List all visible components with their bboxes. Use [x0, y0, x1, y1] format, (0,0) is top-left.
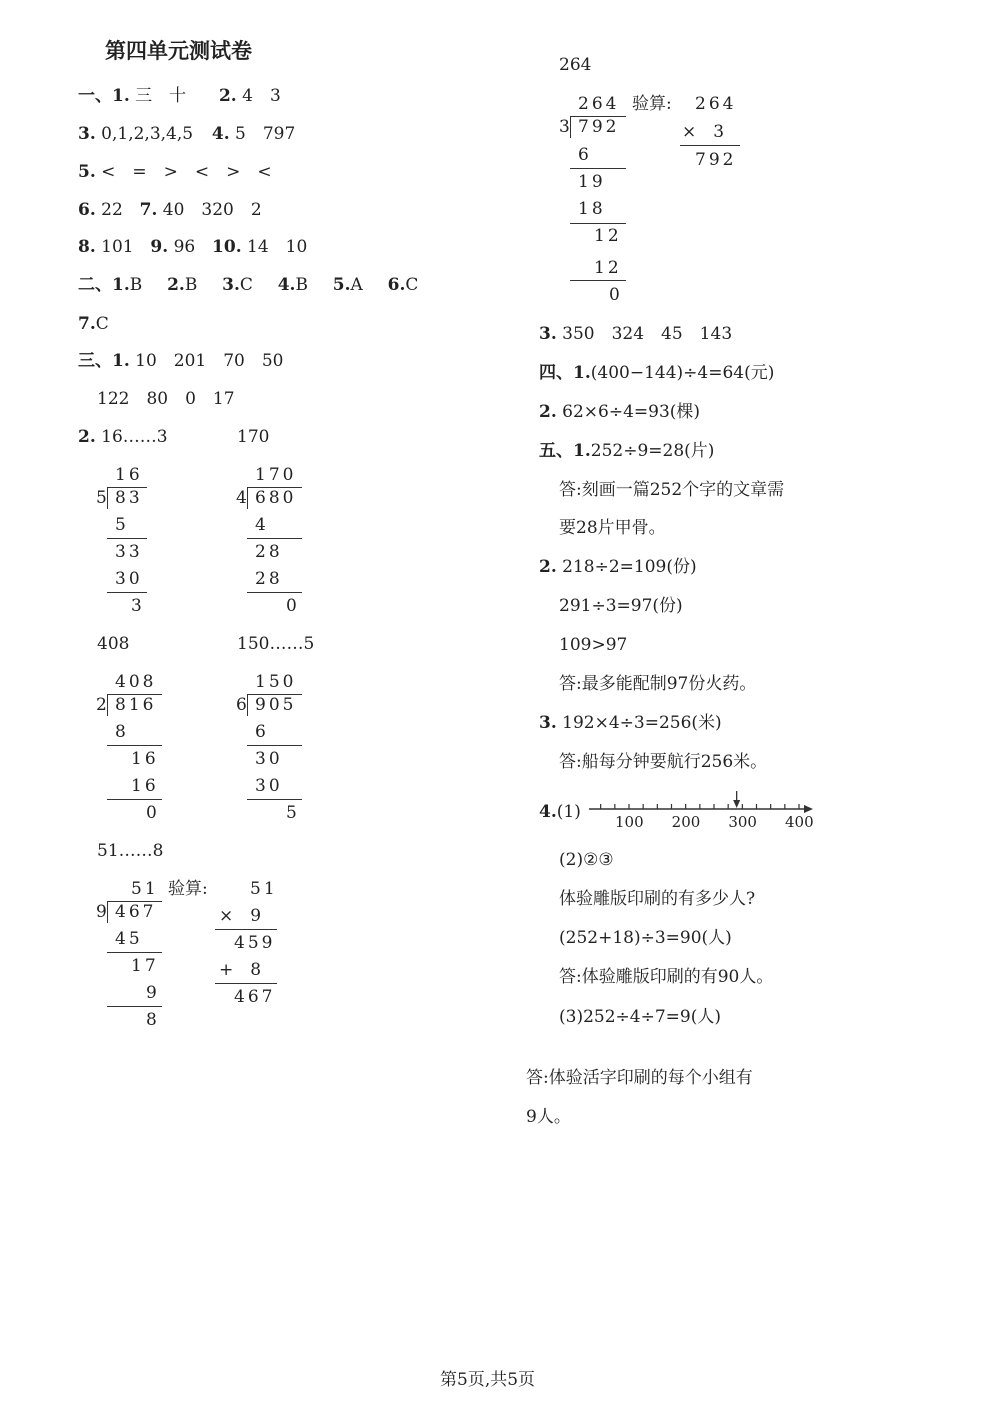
answer-51-r8: 51……8 [97, 841, 164, 861]
answer-s4-2: 62×6÷4=93(棵) [562, 402, 701, 422]
division-bracket [107, 487, 108, 509]
s5-q2 [539, 559, 697, 576]
check-factor: 264 [695, 94, 737, 114]
step-line [107, 592, 147, 593]
step: 17 [131, 956, 159, 976]
dividend: 83 [115, 488, 143, 508]
number-line-label: 200 [671, 813, 701, 831]
remainder: 8 [146, 1010, 160, 1030]
label-s2-7: 7. [78, 314, 96, 334]
label-s3-2: 2. [78, 427, 96, 447]
check-result: 467 [234, 987, 276, 1007]
s1-row4 [78, 202, 262, 219]
q4-final2: 9人。 [526, 1107, 571, 1127]
label-s1-4: 4. [211, 124, 230, 144]
quotient: 264 [578, 94, 620, 114]
number-line-label: 300 [728, 813, 757, 831]
step-line [107, 745, 162, 746]
answer-s1-2: 4 3 [242, 86, 281, 106]
check-line [215, 929, 277, 930]
q4-part2: (2)②③ [559, 850, 614, 870]
label-s1-3: 3. [78, 124, 96, 144]
answer-408: 408 [97, 634, 130, 654]
s4-q2 [539, 404, 700, 421]
s2-row1 [78, 277, 418, 294]
number-line-label: 100 [615, 813, 644, 831]
s5-q2-ans: 答:最多能配制97份火药。 [559, 674, 757, 694]
dividend: 792 [578, 117, 620, 137]
label-s1-10: 10. [212, 237, 242, 257]
answer-264: 264 [559, 55, 592, 75]
quotient: 51 [131, 879, 159, 899]
label-s1-5: 5. [78, 162, 96, 182]
step: 9 [146, 983, 160, 1003]
answer-170: 170 [237, 427, 270, 447]
step: 5 [115, 515, 129, 535]
label-s5-2: 2. [539, 557, 557, 577]
r-q3 [539, 326, 732, 343]
s1-row2 [78, 126, 295, 143]
check-label: 验算: [168, 879, 208, 899]
step-line [107, 799, 162, 800]
step-line [247, 799, 302, 800]
step: 16 [131, 749, 159, 769]
label-s4-1: 四、1. [539, 363, 591, 383]
number-line-marker-arrow-icon [733, 791, 740, 808]
step: 18 [578, 199, 606, 219]
quotient: 170 [255, 465, 297, 485]
s5-q3 [539, 715, 722, 732]
answer-s1-4: 5 797 [235, 124, 296, 144]
label-s5-4: 4. [539, 802, 557, 822]
step: 6 [255, 722, 269, 742]
label-s2-2: 2. [167, 275, 185, 295]
division-bracket [107, 901, 108, 923]
s3-row2: 122 80 0 17 [97, 389, 235, 409]
step: 8 [115, 722, 129, 742]
s3-q2-row [78, 429, 168, 446]
answer-16-r3: 16……3 [101, 427, 168, 447]
answer-s2-2: B [184, 275, 198, 295]
answer-s2-4: B [295, 275, 308, 295]
step: 16 [131, 776, 159, 796]
step: 4 [255, 515, 269, 535]
s5-q1-ans1: 答:刻画一篇252个字的文章需 [559, 480, 785, 500]
label-s1-7: 7. [139, 200, 158, 220]
number-line-ticks [601, 804, 799, 809]
q4-part3: (3)252÷4÷7=9(人) [559, 1007, 721, 1027]
divisor: 5 [96, 488, 110, 508]
check-label: 验算: [632, 94, 672, 114]
step: 30 [255, 749, 283, 769]
check-product: 459 [234, 933, 276, 953]
quotient: 16 [115, 465, 143, 485]
answer-s1-5: < = > < > < [101, 162, 272, 182]
remainder: 3 [131, 596, 145, 616]
answer-s1-6: 22 [101, 200, 123, 220]
answer-s5-1: 252÷9=28(片) [590, 441, 715, 461]
label-s2-4: 4. [277, 275, 296, 295]
s5-q1-ans2: 要28片甲骨。 [559, 518, 666, 538]
q4-part1: (1) [556, 802, 581, 822]
step: 19 [578, 172, 606, 192]
step-line [247, 592, 302, 593]
number-line-label: 400 [785, 813, 814, 831]
answer-s2-7: C [95, 314, 109, 334]
divisor: 9 [96, 902, 110, 922]
answer-s2-6: C [405, 275, 419, 295]
answer-s1-3: 0,1,2,3,4,5 [101, 124, 194, 144]
divisor: 6 [236, 695, 250, 715]
dividend: 467 [115, 902, 157, 922]
label-s2-6: 6. [387, 275, 406, 295]
answer-s5-2c: 109>97 [559, 635, 628, 655]
step: 30 [115, 569, 143, 589]
q4-final1: 答:体验活字印刷的每个小组有 [526, 1068, 753, 1088]
remainder: 0 [146, 803, 160, 823]
label-s1-9: 9. [150, 237, 169, 257]
remainder: 5 [286, 803, 300, 823]
step-line [107, 952, 162, 953]
divisor: 2 [96, 695, 110, 715]
remainder: 0 [286, 596, 300, 616]
label-r-3: 3. [539, 324, 557, 344]
check-factor: 51 [250, 879, 278, 899]
check-line [680, 145, 740, 146]
check-result: 792 [695, 150, 737, 170]
division-bracket [247, 694, 248, 716]
q4-ans: 答:体验雕版印刷的有90人。 [559, 967, 774, 987]
label-s5-3: 3. [539, 713, 557, 733]
step-line [570, 168, 626, 169]
q4-question: 体验雕版印刷的有多少人? [559, 889, 756, 909]
step: 30 [255, 776, 283, 796]
s1-row5 [78, 239, 307, 256]
step-line [570, 280, 626, 281]
step: 33 [115, 542, 143, 562]
check-multiplier: × 3 [682, 122, 725, 142]
s1-row1 [78, 88, 281, 105]
check-line [215, 983, 277, 984]
q4-calc: (252+18)÷3=90(人) [559, 928, 732, 948]
label-s5-1: 五、1. [539, 441, 591, 461]
step: 12 [594, 226, 622, 246]
label-s2-5: 5. [332, 275, 351, 295]
dividend: 816 [115, 695, 157, 715]
s4-q1 [539, 365, 774, 382]
answer-s5-3: 192×4÷3=256(米) [562, 713, 722, 733]
answer-s1-7: 40 320 2 [162, 200, 262, 220]
check-addend: + 8 [219, 960, 262, 980]
divisor: 4 [236, 488, 250, 508]
quotient: 150 [255, 672, 297, 692]
answer-150-r5: 150……5 [237, 634, 315, 654]
divisor: 3 [559, 117, 573, 137]
s5-q4 [539, 804, 581, 821]
step-line [107, 538, 147, 539]
number-line-marker-head [733, 800, 740, 808]
label-s1-6: 6. [78, 200, 96, 220]
answer-s1-10: 14 10 [247, 237, 308, 257]
s1-row3 [78, 164, 272, 181]
answer-s1-1: 三 十 [135, 86, 187, 106]
division-bracket [570, 116, 571, 138]
answer-s3-1: 10 201 70 50 [135, 351, 284, 371]
label-s2-3: 3. [222, 275, 240, 295]
label-s3-1: 三、1. [78, 351, 130, 371]
answer-s2-5: A [350, 275, 363, 295]
answer-s1-9: 96 [173, 237, 196, 257]
division-bracket [247, 487, 248, 509]
answer-s2-3: C [239, 275, 253, 295]
dividend: 680 [255, 488, 297, 508]
s2-row2 [78, 316, 109, 333]
answer-s1-8: 101 [101, 237, 134, 257]
answer-s5-2b: 291÷3=97(份) [559, 596, 683, 616]
remainder: 0 [609, 285, 623, 305]
s3-row1 [78, 353, 284, 370]
label-s1-1: 一、1. [78, 86, 130, 106]
step: 12 [594, 258, 622, 278]
answer-s2-1: B [129, 275, 143, 295]
step: 28 [255, 542, 283, 562]
division-bracket [107, 694, 108, 716]
label-s2-1: 二、1. [78, 275, 130, 295]
s5-q1 [539, 443, 714, 460]
answer-s5-2a: 218÷2=109(份) [562, 557, 697, 577]
step-line [107, 1006, 162, 1007]
s5-q3-ans: 答:船每分钟要航行256米。 [559, 752, 768, 772]
number-line-arrowhead [804, 805, 813, 813]
step-line [570, 223, 626, 224]
check-multiplier: × 9 [219, 906, 262, 926]
label-s1-2: 2. [218, 86, 237, 106]
step-line [247, 538, 302, 539]
answer-r-3: 350 324 45 143 [562, 324, 733, 344]
label-s4-2: 2. [539, 402, 557, 422]
step-line [247, 745, 302, 746]
answer-s4-1: (400−144)÷4=64(元) [590, 363, 775, 383]
step: 45 [115, 929, 143, 949]
label-s1-8: 8. [78, 237, 96, 257]
page-title: 第四单元测试卷 [105, 38, 252, 63]
step: 28 [255, 569, 283, 589]
dividend: 905 [255, 695, 297, 715]
quotient: 408 [115, 672, 157, 692]
page-footer: 第5页,共5页 [440, 1370, 536, 1390]
step: 6 [578, 145, 592, 165]
